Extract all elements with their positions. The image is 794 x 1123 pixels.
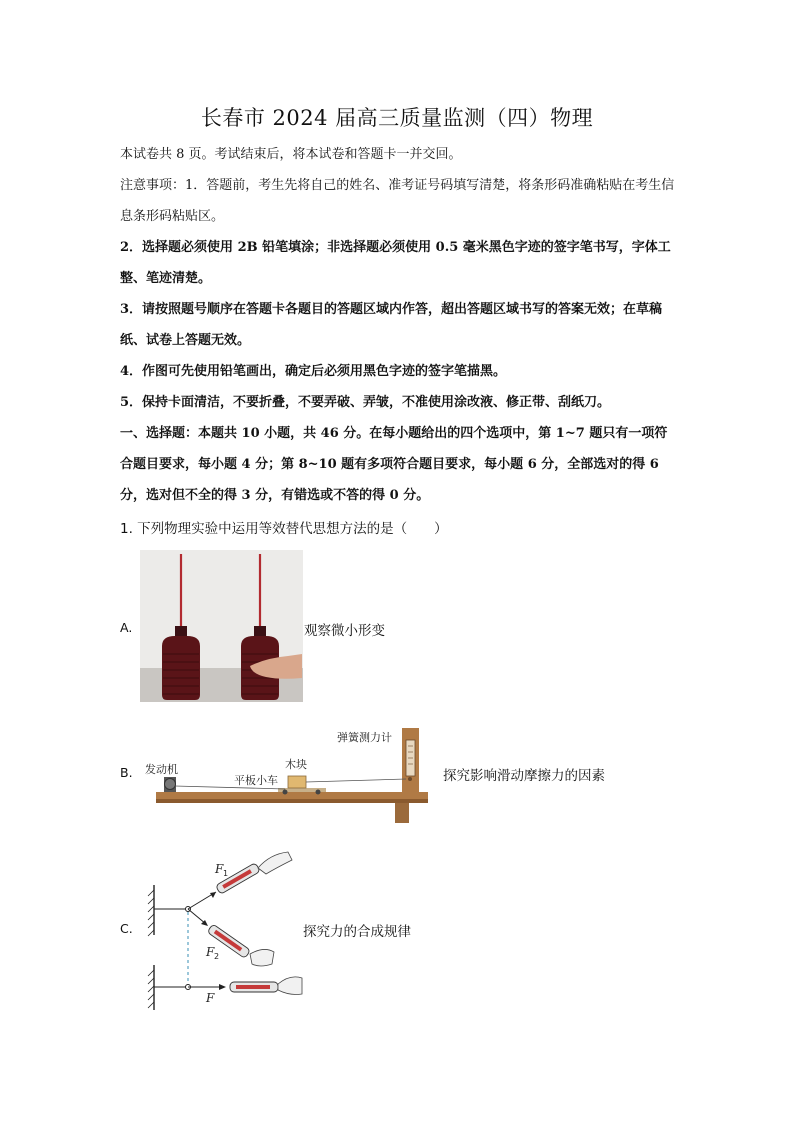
f1-label: F [215, 862, 224, 876]
f2-subscript: 2 [214, 952, 220, 961]
block-label: 木块 [285, 758, 307, 771]
intro-text: 本试卷共 8 页。考试结束后，将本试卷和答题卡一并交回。 [120, 147, 462, 162]
option-b-letter: B. [120, 765, 133, 780]
spring-scale-label: 弹簧测力计 [337, 731, 392, 744]
f2-label: F [206, 945, 215, 959]
cart-label: 平板小车 [234, 774, 278, 787]
option-b-text: 探究影响滑动摩擦力的因素 [443, 768, 605, 784]
note-4: 4．作图可先使用铅笔画出，确定后必须用黑色字迹的签字笔描黑。 [120, 364, 507, 379]
friction-apparatus-diagram [140, 722, 435, 824]
note-5: 5．保持卡面清洁，不要折叠，不要弄破、弄皱，不准使用涂改液、修正带、刮纸刀。 [120, 395, 611, 410]
option-c-letter: C. [120, 921, 133, 936]
question-1-stem: 1. 下列物理实验中运用等效替代思想方法的是（ ） [120, 521, 448, 537]
option-a-text: 观察微小形变 [304, 623, 385, 639]
note-3: 3．请按照题号顺序在答题卡各题目的答题区域内作答，超出答题区域书写的答案无效；在草稿纸、试卷上答题无效。 [120, 302, 663, 348]
f1-subscript: 1 [223, 869, 229, 878]
force-composition-diagram [140, 840, 305, 1015]
note-1: 注意事项：1．答题前，考生先将自己的姓名、准考证号码填写清楚，将条形码准确粘贴在考生信息条形码粘贴区。 [120, 178, 675, 224]
f-label: F [206, 991, 215, 1005]
section-1-instructions: 一、选择题：本题共 10 小题，共 46 分。在每小题给出的四个选项中，第 1~7 题只有一项符合题目要求，每小题 4 分；第 8~10 题有多项符合题目要求，每小题 6 分，全部选对的得 6 分，选对但不全的得 3 分，有错选或不答的得 0 分。 [120, 426, 668, 503]
option-c-text: 探究力的合成规律 [303, 924, 411, 940]
page-title: 长春市 2024 届高三质量监测（四）物理 [200, 106, 594, 130]
bottle-photo [140, 550, 303, 702]
option-a-letter: A. [120, 620, 133, 635]
note-2: 2．选择题必须使用 2B 铅笔填涂；非选择题必须使用 0.5 毫米黑色字迹的签字笔书写，字体工整、笔迹清楚。 [120, 240, 671, 286]
motor-label: 发动机 [145, 763, 178, 776]
